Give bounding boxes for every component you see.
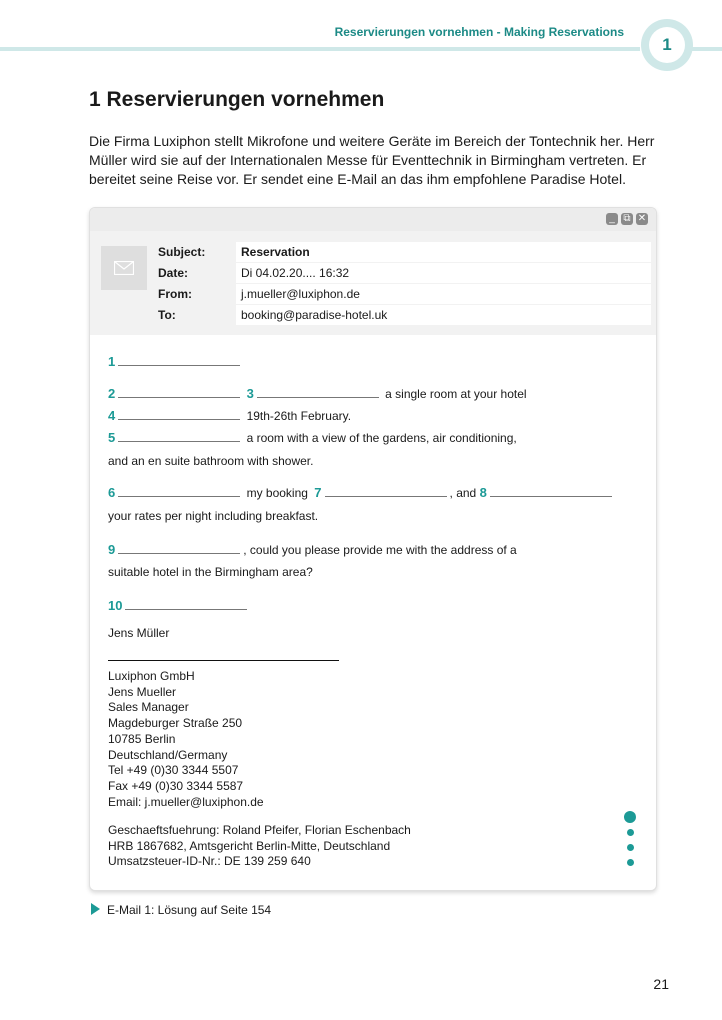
page-number: 21 xyxy=(653,976,669,992)
signature-line: Sales Manager xyxy=(108,700,189,715)
signature-line: Magdeburger Straße 250 xyxy=(108,716,243,731)
email-header xyxy=(90,231,656,335)
from-label: From: xyxy=(158,287,192,301)
gap-blank-4[interactable] xyxy=(118,408,240,420)
legal-line: HRB 1867682, Amtsgericht Berlin-Mitte, Deutschland xyxy=(108,838,391,853)
signature-line: Fax +49 (0)30 3344 5587 xyxy=(108,778,244,793)
intro-paragraph: Die Firma Luxiphon stellt Mikrofone und weitere Geräte im Bereich der Tontechnik her. Herr Müller wird sie auf der Internationalen Messe für Eventtechnik in Birmingham vertreten. Er bereitet seine Reise vor. Er sendet eine E-Mail an das ihm empfohlene Paradise Hotel. xyxy=(89,133,655,187)
minimize-icon[interactable]: _ xyxy=(606,213,618,225)
legal-line: Geschaeftsfuehrung: Roland Pfeifer, Florian Eschenbach xyxy=(108,823,411,837)
gap-number-10: 10 xyxy=(108,598,123,613)
gap-number-5: 5 xyxy=(108,430,116,445)
gap-blank-1[interactable] xyxy=(118,354,240,366)
gap-number-7: 7 xyxy=(314,485,322,500)
gap-blank-8[interactable] xyxy=(490,485,612,497)
gap-blank-2[interactable] xyxy=(118,386,240,398)
gap-number-6: 6 xyxy=(108,485,116,500)
decorative-dot xyxy=(624,811,636,823)
body-line-6 xyxy=(108,485,615,500)
gap-number-3: 3 xyxy=(246,386,254,401)
body-line-5 xyxy=(108,430,517,445)
signature-line: 10785 Berlin xyxy=(108,731,176,746)
to-label: To: xyxy=(158,308,176,322)
header-rule-right xyxy=(690,47,722,51)
decorative-dot xyxy=(627,859,634,866)
body-line-2 xyxy=(108,386,527,401)
decorative-dot xyxy=(627,844,634,851)
play-triangle-icon xyxy=(91,903,100,915)
gap-blank-3[interactable] xyxy=(257,386,379,398)
page-heading: 1 Reservierungen vornehmen xyxy=(89,88,385,111)
body-text-9b: suitable hotel in the Birmingham area? xyxy=(108,565,313,579)
gap-blank-7[interactable] xyxy=(325,485,447,497)
date-label: Date: xyxy=(158,266,189,280)
gap-number-1: 1 xyxy=(108,354,116,369)
body-text-4: 19th-26th February. xyxy=(246,409,352,423)
body-text-9a: , could you please provide me with the address of a xyxy=(243,543,517,557)
body-text-5a: a room with a view of the gardens, air conditioning, xyxy=(246,431,517,445)
email-window xyxy=(89,207,657,891)
gap-number-8: 8 xyxy=(479,485,487,500)
envelope-icon xyxy=(101,246,147,290)
chapter-badge xyxy=(641,19,693,71)
body-line-1 xyxy=(108,354,243,369)
date-field: Di 04.02.20.... 16:32 xyxy=(236,263,651,283)
header-rule xyxy=(0,47,640,51)
gap-blank-9[interactable] xyxy=(118,542,240,554)
signature-line: Jens Mueller xyxy=(108,684,177,699)
signature-line: Deutschland/Germany xyxy=(108,747,228,762)
body-text-7: , and xyxy=(449,486,477,500)
subject-field[interactable]: Reservation xyxy=(236,242,651,262)
decorative-dot xyxy=(627,829,634,836)
email-title-bar xyxy=(90,208,656,231)
gap-blank-6[interactable] xyxy=(118,485,240,497)
signature-divider xyxy=(108,660,339,661)
signature-email: Email: j.mueller@luxiphon.de xyxy=(108,794,264,809)
restore-icon[interactable]: ⧉ xyxy=(621,213,633,225)
gap-blank-5[interactable] xyxy=(118,430,240,442)
body-text-8b: your rates per night including breakfast. xyxy=(108,509,319,523)
signature-block xyxy=(108,669,264,810)
solution-note xyxy=(91,903,271,917)
gap-blank-10[interactable] xyxy=(125,598,247,610)
body-text-6: my booking xyxy=(246,486,308,500)
to-field[interactable]: booking@paradise-hotel.uk xyxy=(236,305,651,325)
gap-number-9: 9 xyxy=(108,542,116,557)
body-text-3: a single room at your hotel xyxy=(385,387,527,401)
from-field[interactable]: j.mueller@luxiphon.de xyxy=(236,284,651,304)
signature-line: Luxiphon GmbH xyxy=(108,669,195,683)
chapter-number: 1 xyxy=(649,27,685,63)
signature-line: Tel +49 (0)30 3344 5507 xyxy=(108,763,239,778)
solution-text: E-Mail 1: Lösung auf Seite 154 xyxy=(107,903,272,917)
legal-line: Umsatzsteuer-ID-Nr.: DE 139 259 640 xyxy=(108,854,311,869)
running-title: Reservierungen vornehmen - Making Reservations xyxy=(334,25,624,39)
close-icon[interactable]: ✕ xyxy=(637,213,647,224)
subject-label: Subject: xyxy=(158,245,206,259)
body-line-10 xyxy=(108,598,250,613)
gap-number-4: 4 xyxy=(108,408,116,423)
closing-name: Jens Müller xyxy=(108,626,170,640)
body-text-5b: and an en suite bathroom with shower. xyxy=(108,454,314,468)
body-line-9 xyxy=(108,542,517,557)
body-line-4 xyxy=(108,408,351,423)
legal-block xyxy=(108,823,411,870)
gap-number-2: 2 xyxy=(108,386,116,401)
